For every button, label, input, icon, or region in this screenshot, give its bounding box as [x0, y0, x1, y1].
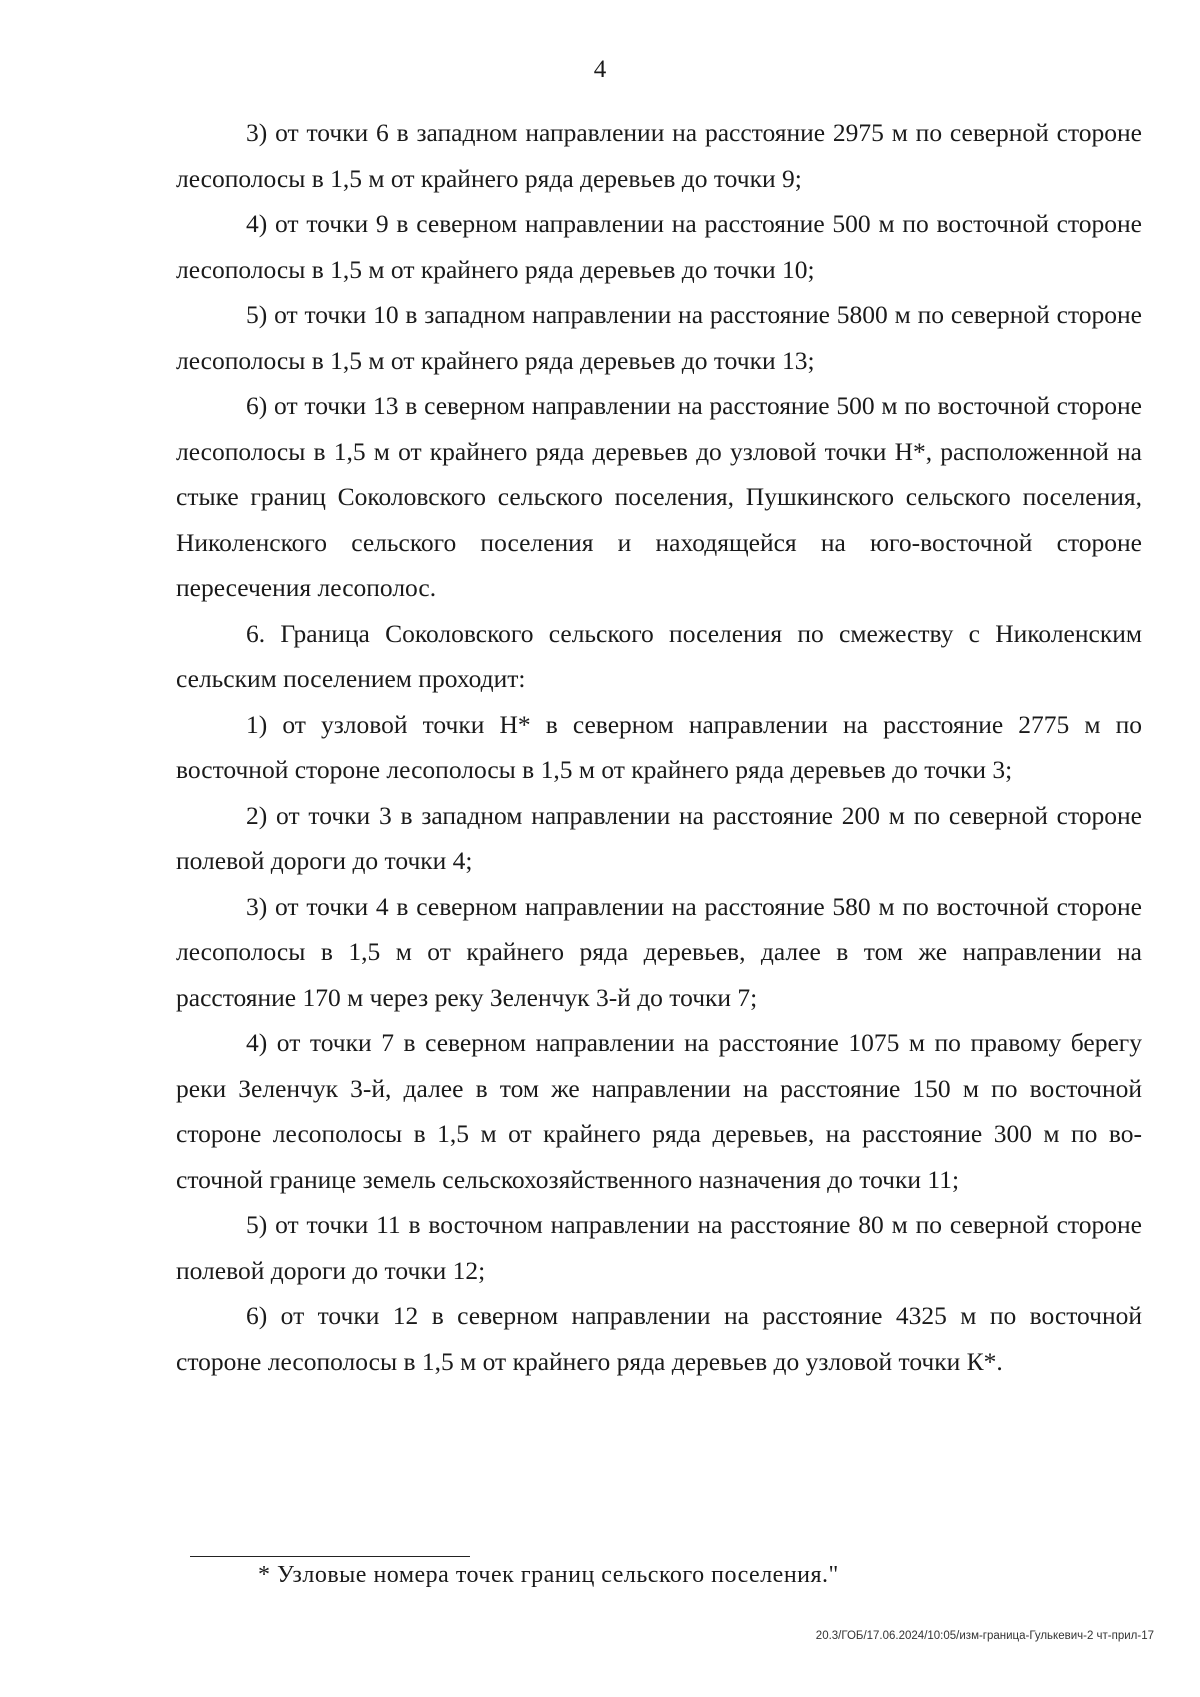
- paragraph-item-5: 5) от точки 10 в западном направлении на расстояние 5800 м по северной стороне лесополосы в 1,5 м от крайнего ряда деревьев до точки 13;: [176, 300, 1142, 375]
- paragraph-item-3b: 3) от точки 4 в северном направлении на расстояние 580 м по восточной стороне лесополосы в 1,5 м от крайнего ряда деревьев, далее в том же направлении на расстояние 170 м через реку Зеленчук 3-й до точки 7;: [176, 891, 1142, 1012]
- page-number: 4: [593, 56, 607, 83]
- footnote: * Узловые номера точек границ сельского поселения.": [258, 1562, 839, 1588]
- paragraph-item-6: 6) от точки 13 в северном направлении на расстояние 500 м по восточной стороне лесополосы в 1,5 м от крайнего ряда деревьев до узловой точки Н*, расположенной на стыке границ Соколовского сельского поселения, Пушкинского сельского поселения, Николенского сельского поселения и находящейся на юго-восточной стороне пересечения лесополос.: [176, 391, 1142, 602]
- paragraph-item-5b: 5) от точки 11 в восточном направлении на расстояние 80 м по северной стороне полевой дороги до точки 12;: [176, 1210, 1142, 1285]
- footnote-divider: [190, 1556, 470, 1557]
- paragraph-item-2: 2) от точки 3 в западном направлении на расстояние 200 м по северной стороне полевой дороги до точки 4;: [176, 800, 1142, 875]
- paragraph-item-4: 4) от точки 9 в северном направлении на расстояние 500 м по восточной стороне лесополосы в 1,5 м от крайнего ряда деревьев до точки 10;: [176, 209, 1142, 284]
- document-body: [176, 110, 1142, 1384]
- paragraph-item-6b: 6) от точки 12 в северном направлении на расстояние 4325 м по восточной стороне лесополосы в 1,5 м от крайнего ряда деревьев до узловой точки К*.: [176, 1301, 1142, 1376]
- paragraph-item-1: 1) от узловой точки Н* в северном направлении на расстояние 2775 м по восточной стороне лесополосы в 1,5 м от крайнего ряда деревьев до точки 3;: [176, 709, 1142, 784]
- paragraph-item-3: 3) от точки 6 в западном направлении на расстояние 2975 м по северной стороне лесополосы в 1,5 м от крайнего ряда деревьев до точки 9;: [176, 118, 1142, 193]
- section-6-heading-paragraph: 6. Граница Соколовского сельского поселения по смежеству с Николенским сельским поселением проходит:: [176, 618, 1142, 693]
- document-reference: 20.3/ГОБ/17.06.2024/10:05/изм-граница-Гулькевич-2 чт-прил-17: [815, 1630, 1154, 1642]
- paragraph-item-4b: 4) от точки 7 в северном направлении на расстояние 1075 м по правому берегу реки Зеленчук 3-й, далее в том же направлении на расстояние 150 м по восточной стороне лесополосы в 1,5 м от крайнего ряда деревьев, на расстояние 300 м по восточной границе земель сельскохозяйственного назначения до точки 11;: [176, 1028, 1142, 1194]
